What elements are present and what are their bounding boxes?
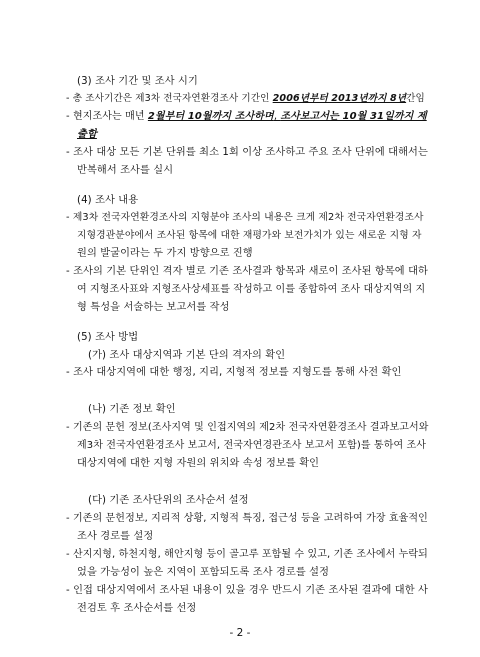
section-3-line-4: - 조사 대상 모든 기본 단위를 최소 1회 이상 조사하고 주요 조사 단위에 대해서는 [66, 147, 428, 158]
section-4-heading: (4) 조사 내용 [77, 195, 139, 206]
section-4-line-4: - 조사의 기본 단위인 격자 별로 기존 조사결과 항목과 새로이 조사된 항목에 대하 [66, 266, 428, 277]
subsection-na-line-1: - 기존의 문헌 정보(조사지역 및 인접지역의 제2차 전국자연환경조사 결과보고서와 [66, 422, 429, 433]
subsection-da-line-4: 었을 가능성이 높은 지역이 포함되도록 조사 경로를 설정 [77, 567, 330, 578]
section-5-heading: (5) 조사 방법 [77, 332, 139, 343]
emphasis-period: 2006년부터 2013년까지 8년 [272, 93, 407, 104]
subsection-na-line-2: 제3차 전국자연환경조사 보고서, 전국자연경관조사 보고서 포함)를 통하여 조사 [77, 440, 427, 451]
section-3-heading: (3) 조사 기간 및 조사 시기 [77, 76, 198, 87]
page-number: - 2 - [229, 627, 251, 639]
subsection-da-title: (다) 기존 조사단위의 조사순서 설정 [88, 495, 249, 506]
subsection-na-title: (나) 기존 정보 확인 [88, 404, 176, 415]
section-4-line-1: - 제3차 전국자연환경조사의 지형분야 조사의 내용은 크게 제2차 전국자연환경조사 [66, 212, 424, 223]
subsection-ga-title: (가) 조사 대상지역과 기본 단의 격자의 확인 [88, 350, 286, 361]
section-3-line-5: 반복해서 조사를 실시 [77, 165, 174, 176]
emphasis-report-deadline: 조사보고서는 10월 31일까지 제 [280, 111, 427, 122]
section-4-line-5: 여 지형조사표와 지형조사상세표를 작성하고 이를 종합하여 조사 대상지역의 지 [77, 284, 426, 295]
section-3-line-2 [66, 110, 427, 123]
text-segment: - 현지조사는 매년 [66, 111, 148, 122]
subsection-da-line-6: 전검토 후 조사순서를 선정 [77, 603, 197, 614]
subsection-da-line-5: - 인접 대상지역에서 조사된 내용이 있을 경우 반드시 기존 조사된 결과에 대한 사 [66, 585, 428, 596]
section-4-line-6: 형 특성을 서술하는 보고서를 작성 [77, 302, 230, 313]
text-segment: 간임 [406, 93, 425, 104]
section-4-line-2: 지형경관분야에서 조사된 항목에 대한 재평가와 보전가치가 있는 새로운 지형 자 [77, 230, 422, 241]
subsection-da-line-2: 조사 경로를 설정 [77, 531, 154, 542]
subsection-na-line-3: 대상지역에 대한 지형 자원의 위치와 속성 정보를 확인 [77, 458, 320, 469]
emphasis-survey-months: 2월부터 10월까지 조사하며 [147, 111, 274, 122]
text-segment: - 총 조사기간은 제3차 전국자연환경조사 기간인 [66, 93, 273, 104]
section-4-line-3: 원의 발굴이라는 두 가지 방향으로 진행 [77, 248, 253, 259]
subsection-da-line-1: - 기존의 문헌정보, 지리적 상황, 지형적 특징, 접근성 등을 고려하여 가장 효율적인 [66, 513, 428, 524]
subsection-da-line-3: - 산지지형, 하천지형, 해안지형 등이 골고루 포함될 수 있고, 기존 조사에서 누락되 [66, 549, 428, 560]
text-segment: , [273, 111, 281, 122]
subsection-ga-line-1: - 조사 대상지역에 대한 행정, 지리, 지형적 정보를 지형도를 통해 사전 확인 [66, 367, 402, 378]
section-3-line-1 [66, 92, 425, 105]
section-3-line-3: 출함 [77, 129, 97, 140]
